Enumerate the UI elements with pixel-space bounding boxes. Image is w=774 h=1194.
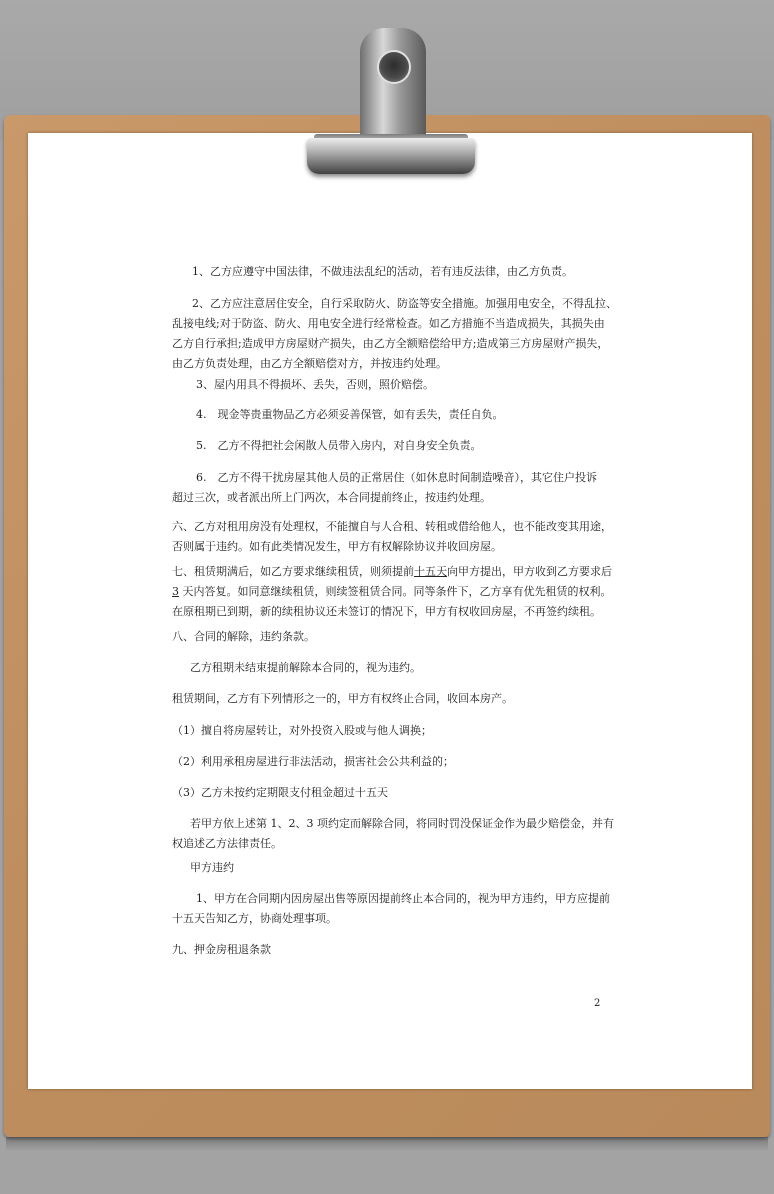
section-6-line: 六、乙方对租用房没有处理权，不能擅自与人合租、转租或借给他人，也不能改变其用途， (172, 520, 612, 533)
penalty-line: 若甲方依上述第 1、2、3 项约定而解除合同，将同时罚没保证金作为最少赔偿金，并有 (190, 817, 614, 830)
section-7-text: 七、租赁期满后，如乙方要求继续租赁，则须提前 (172, 565, 414, 578)
page-number: 2 (594, 998, 601, 1009)
clause-2-line: 乱接电线;对于防盗、防火、用电安全进行经常检查。如乙方措施不当造成损失，其损失由 (172, 317, 605, 330)
clause-2-line: 乙方自行承担;造成甲方房屋财产损失，由乙方全额赔偿给甲方;造成第三方房屋财产损失， (172, 337, 609, 350)
section-7-line (172, 582, 612, 602)
clause-4: 4. 现金等贵重物品乙方必须妥善保管，如有丢失，责任自负。 (196, 408, 504, 421)
section-8-lease-period: 租赁期间，乙方有下列情形之一的，甲方有权终止合同，收回本房产。 (172, 692, 513, 705)
party-a-breach-line: 1、甲方在合同期内因房屋出售等原因提前终止本合同的，视为甲方违约，甲方应提前 (196, 892, 610, 905)
section-7-line: 在原租期已到期，新的续租协议还未签订的情况下，甲方有权收回房屋，不再签约续租。 (172, 605, 601, 618)
section-7-line (172, 562, 612, 582)
list-item: （1）擅自将房屋转让，对外投资入股或与他人调换； (172, 724, 432, 737)
binder-clip-hole (377, 50, 411, 84)
section-6-line: 否则属于违约。如有此类情况发生，甲方有权解除协议并收回房屋。 (172, 540, 502, 553)
section-7-text: 向甲方提出，甲方收到乙方要求后 (447, 565, 612, 578)
clause-1: 1、乙方应遵守中国法律，不做违法乱纪的活动，若有违反法律，由乙方负责。 (192, 265, 573, 278)
notice-period: 十五天 (414, 565, 447, 578)
list-item: （2）利用承租房屋进行非法活动，损害社会公共利益的； (172, 755, 454, 768)
list-item: （3）乙方未按约定期限支付租金超过十五天 (172, 786, 388, 799)
clause-6-line: 超过三次，或者派出所上门两次，本合同提前终止，按违约处理。 (172, 491, 491, 504)
section-8-heading: 八、合同的解除，违约条款。 (172, 630, 315, 643)
clause-6-line: 6. 乙方不得干扰房屋其他人员的正常居住（如休息时间制造噪音），其它住户投诉 (196, 471, 597, 484)
section-9-heading: 九、押金房租退条款 (172, 943, 271, 956)
clause-3: 3、屋内用具不得损坏、丢失，否则，照价赔偿。 (196, 378, 434, 391)
reply-days: 3 (172, 585, 179, 598)
section-8-intro: 乙方租期未结束提前解除本合同的，视为违约。 (190, 661, 421, 674)
clipboard-shadow (6, 1137, 768, 1151)
clause-2-line: 由乙方负责处理，由乙方全额赔偿对方，并按违约处理。 (172, 357, 447, 370)
binder-clip-lever (360, 28, 426, 140)
clause-2-line: 2、乙方应注意居住安全，自行采取防火、防盗等安全措施。加强用电安全，不得乱拉、 (192, 297, 617, 310)
party-a-breach-heading: 甲方违约 (190, 861, 234, 874)
clause-5: 5. 乙方不得把社会闲散人员带入房内，对自身安全负责。 (196, 439, 482, 452)
penalty-line: 权追述乙方法律责任。 (172, 837, 282, 850)
party-a-breach-line: 十五天告知乙方，协商处理事项。 (172, 912, 337, 925)
section-7-text: 天内答复。如同意继续租赁，则续签租赁合同。同等条件下，乙方享有优先租赁的权利。 (179, 585, 612, 598)
binder-clip-icon (307, 138, 475, 174)
